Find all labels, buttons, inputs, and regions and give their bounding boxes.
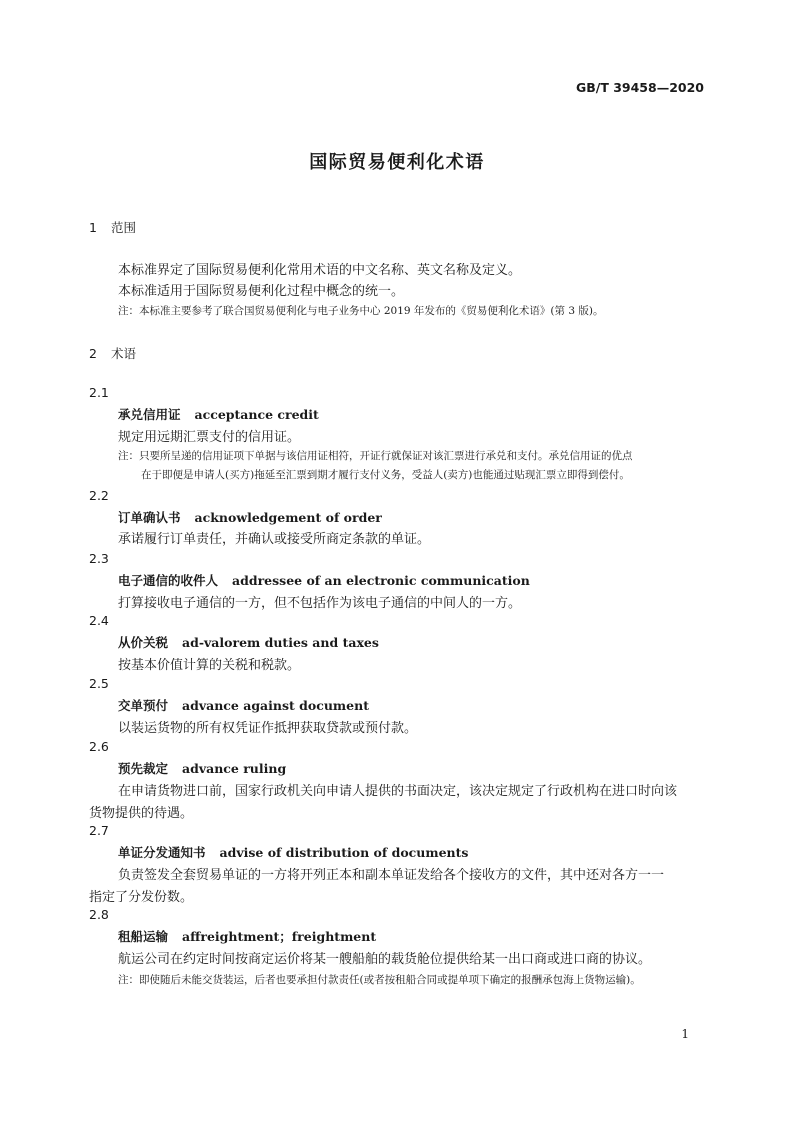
term-chinese: 交单预付 (118, 698, 169, 713)
term-english: advise of distribution of documents (219, 845, 469, 860)
term-entry (118, 633, 379, 651)
term-definition: 负责签发全套贸易单证的一方将开列正本和副本单证发给各个接收方的文件，其中还对各方一一 (118, 868, 665, 883)
term-definition: 承诺履行订单责任，并确认或接受所商定条款的单证。 (118, 532, 431, 547)
term-number: 2.5 (89, 676, 109, 691)
section-number: 1 (89, 220, 97, 235)
scope-note: 注：本标准主要参考了联合国贸易便利化与电子业务中心 2019 年发布的《贸易便利化术语》(第 3 版)。 (118, 305, 604, 317)
term-number: 2.6 (89, 739, 109, 754)
term-chinese: 电子通信的收件人 (118, 573, 219, 588)
term-chinese: 订单确认书 (118, 510, 181, 525)
section-heading-terms (89, 344, 136, 362)
scope-paragraph: 本标准适用于国际贸易便利化过程中概念的统一。 (118, 284, 405, 299)
term-number: 2.7 (89, 823, 109, 838)
term-definition: 以装运货物的所有权凭证作抵押获取贷款或预付款。 (118, 721, 418, 736)
term-chinese: 预先裁定 (118, 761, 169, 776)
document-title: 国际贸易便利化术语 (309, 152, 485, 173)
term-entry (118, 696, 369, 714)
section-heading-scope (89, 218, 136, 236)
term-english: advance ruling (182, 761, 287, 776)
term-chinese: 承兑信用证 (118, 407, 181, 422)
term-note: 注：只要所呈递的信用证项下单据与该信用证相符，开证行就保证对该汇票进行承兑和支付。承兑信用证的优点 (118, 450, 633, 462)
term-definition: 按基本价值计算的关税和税款。 (118, 658, 301, 673)
section-title: 范围 (111, 220, 137, 235)
term-entry (118, 759, 286, 777)
term-number: 2.4 (89, 613, 109, 628)
term-english: affreightment；freightment (182, 929, 377, 944)
term-english: ad-valorem duties and taxes (182, 635, 379, 650)
term-entry (118, 508, 382, 526)
term-entry (118, 927, 376, 945)
term-note-continued: 在于即便是申请人(买方)拖延至汇票到期才履行支付义务，受益人(卖方)也能通过贴现汇票立即得到偿付。 (141, 469, 630, 481)
term-entry (118, 405, 319, 423)
term-definition: 规定用远期汇票支付的信用证。 (118, 430, 301, 445)
term-entry (118, 843, 468, 861)
term-chinese: 从价关税 (118, 635, 169, 650)
term-chinese: 租船运输 (118, 929, 169, 944)
term-note: 注：即使随后未能交货装运，后者也要承担付款责任(或者按租船合同或提单项下确定的报酬承包海上货物运输)。 (118, 974, 641, 986)
term-english: acknowledgement of order (194, 510, 382, 525)
term-number: 2.8 (89, 907, 109, 922)
term-definition: 打算接收电子通信的一方，但不包括作为该电子通信的中间人的一方。 (118, 596, 522, 611)
term-definition-continued: 货物提供的待遇。 (89, 806, 194, 821)
term-chinese: 单证分发通知书 (118, 845, 206, 860)
term-english: advance against document (182, 698, 369, 713)
term-entry (118, 571, 530, 589)
scope-paragraph: 本标准界定了国际贸易便利化常用术语的中文名称、英文名称及定义。 (118, 263, 522, 278)
term-number: 2.1 (89, 385, 109, 400)
term-number: 2.2 (89, 488, 109, 503)
term-english: addressee of an electronic communication (232, 573, 530, 588)
term-definition: 在申请货物进口前，国家行政机关向申请人提供的书面决定，该决定规定了行政机构在进口时向该 (118, 784, 678, 799)
standard-number: GB/T 39458—2020 (575, 80, 704, 95)
term-definition-continued: 指定了分发份数。 (89, 890, 194, 905)
term-definition: 航运公司在约定时间按商定运价将某一艘船舶的载货舱位提供给某一出口商或进口商的协议。 (118, 952, 652, 967)
term-english: acceptance credit (194, 407, 319, 422)
section-number: 2 (89, 346, 97, 361)
page-number: 1 (681, 1027, 689, 1041)
term-number: 2.3 (89, 551, 109, 566)
section-title: 术语 (111, 346, 137, 361)
